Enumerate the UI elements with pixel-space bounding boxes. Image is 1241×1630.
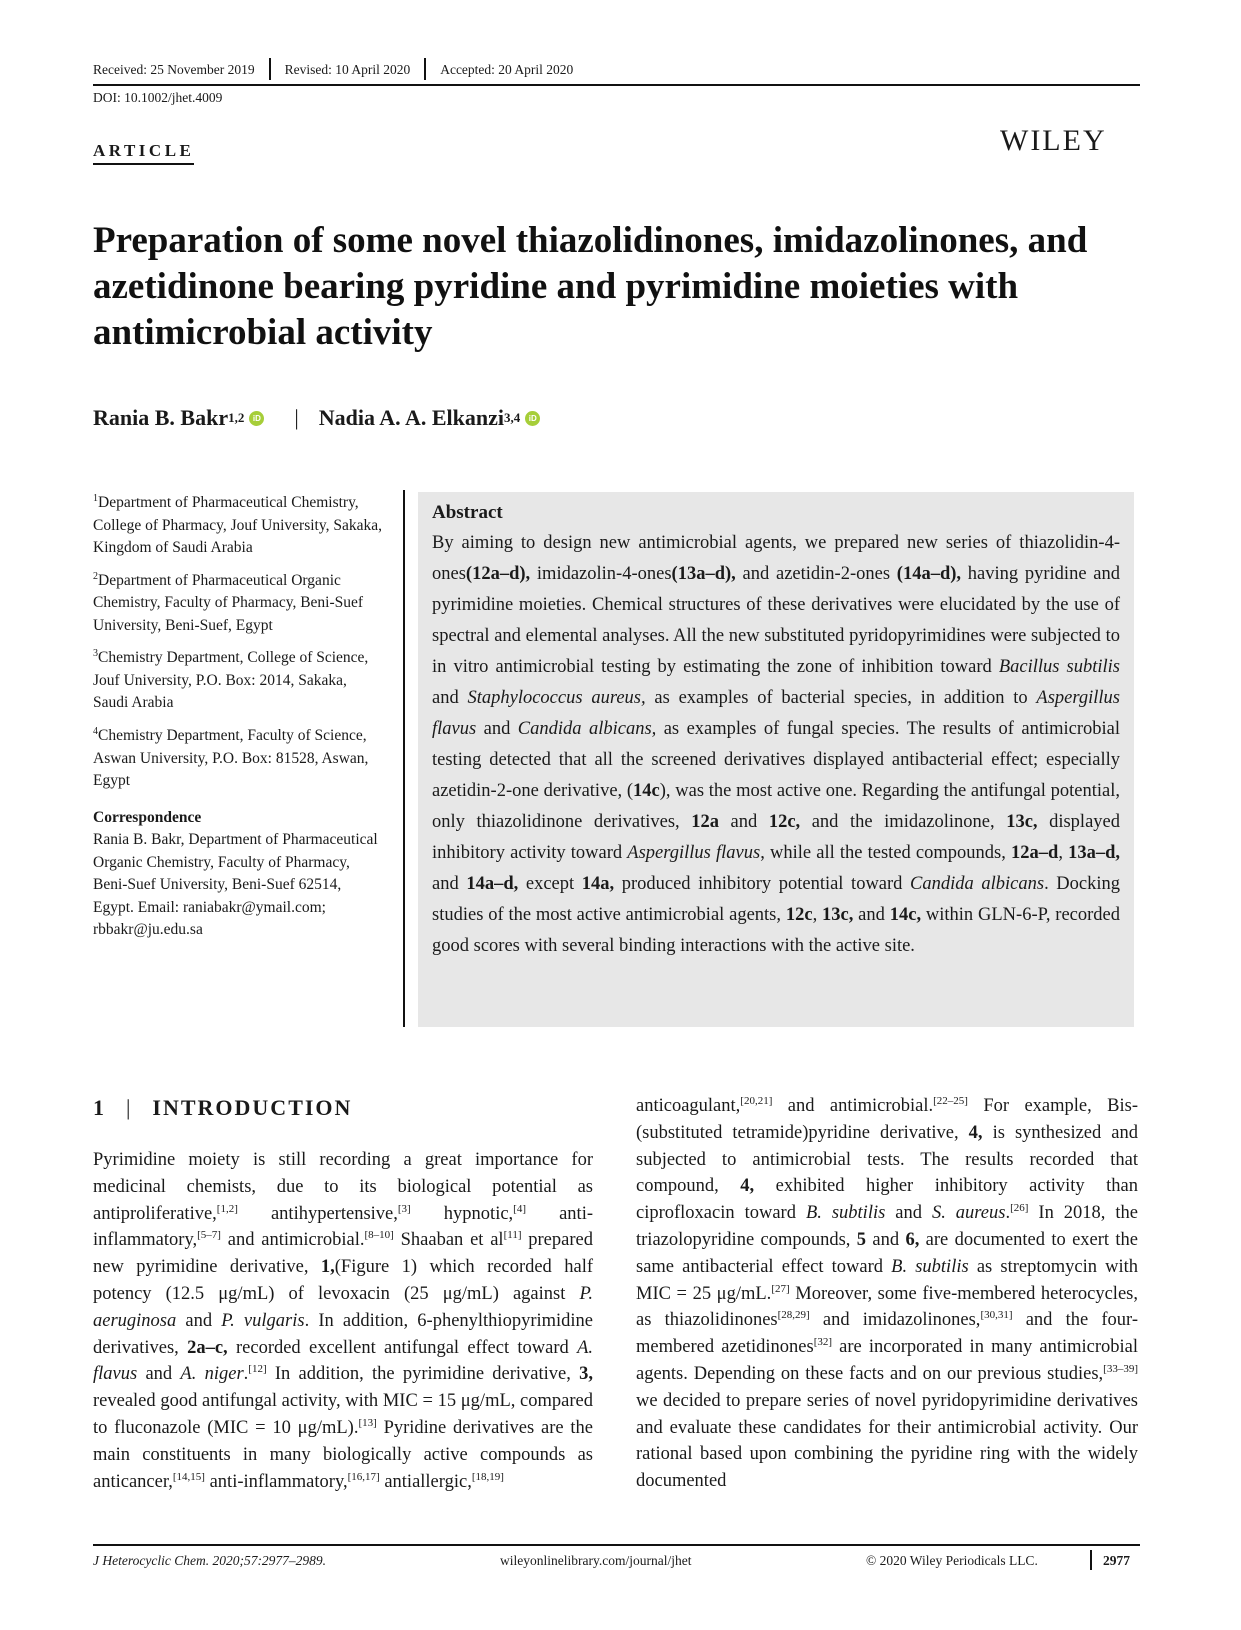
abstract-heading: Abstract [432, 502, 503, 523]
author-affiliation-marker: 3,4 [503, 410, 521, 425]
correspondence-text: Rania B. Bakr, Department of Pharmaceutical Organic Chemistry, Faculty of Pharmacy, Beni-Suef University, Beni-Suef 62514, Egypt. Email: raniabakr@ymail.com; rbbakr@ju.edu.sa [93, 831, 378, 939]
page-number: 2977 [1103, 1553, 1130, 1568]
author-list [93, 405, 540, 431]
affiliation: $^2$Department of Pharmaceutical Organic Chemistry, Faculty of Pharmacy, Beni-Suef University, Beni-Suef, Egypt [93, 570, 364, 634]
journal-url[interactable]: wileyonlinelibrary.com/journal/jhet [500, 1553, 692, 1568]
affiliation: $^1$Department of Pharmaceutical Chemistry, College of Pharmacy, Jouf University, Sakaka, Kingdom of Saudi Arabia [93, 493, 382, 557]
header-divider [424, 58, 426, 80]
abstract-divider [403, 490, 405, 1027]
author-name: Nadia A. A. Elkanzi [318, 405, 504, 430]
section-title: INTRODUCTION [152, 1095, 353, 1120]
orcid-icon[interactable]: iD [249, 411, 264, 426]
affiliations [93, 488, 383, 948]
section-heading [93, 1095, 352, 1121]
orcid-icon[interactable]: iD [525, 411, 540, 426]
received-date: Received: 25 November 2019 [93, 62, 255, 77]
correspondence-heading: Correspondence [93, 808, 202, 826]
footer-rule [93, 1544, 1140, 1546]
affiliation: $^3$Chemistry Department, College of Science, Jouf University, P.O. Box: 2014, Sakaka, Saudi Arabia [93, 648, 369, 712]
article-type-label: ARTICLE [93, 141, 194, 165]
copyright: © 2020 Wiley Periodicals LLC. [866, 1553, 1038, 1568]
footer-divider [1090, 1550, 1092, 1570]
publisher-logo: WILEY [1000, 124, 1107, 157]
accepted-date: Accepted: 20 April 2020 [440, 62, 574, 77]
author-separator: | [294, 405, 299, 430]
journal-citation: J Heterocyclic Chem. 2020;57:2977–2989. [93, 1553, 327, 1568]
author-affiliation-marker: 1,2 [228, 410, 245, 425]
header-divider [269, 58, 271, 80]
doi[interactable]: DOI: 10.1002/jhet.4009 [93, 90, 223, 105]
author-name: Rania B. Bakr [93, 405, 229, 430]
section-number: 1 [93, 1095, 106, 1120]
abstract-text: By aiming to design new antimicrobial agents, we prepared new series of thiazolidin-4-ones(12a–d), imidazolin-4-ones(13a–d), and azetidin-2-ones (14a–d), having pyridine and pyrimidine moieties. Chemical structures of these derivatives were elucidated by the use of spectral and elemental analyses. All the new substituted pyridopyrimidines were subjected to in vitro antimicrobial testing by estimating the zone of inhibition toward Bacillus subtilis and Staphylococcus aureus, as examples of bacterial species, in addition to Aspergillus flavus and Candida albicans, as examples of fungal species. The results of antimicrobial testing detected that all the screened derivatives displayed antibacterial effect; especially azetidin-2-one derivative, (14c), was the most active one. Regarding the antifungal potential, only thiazolidinone derivatives, 12a and 12c, and the imidazolinone, 13c, displayed inhibitory activity toward Aspergillus flavus, while all the tested compounds, 12a–d, 13a–d, and 14a–d, except 14a, produced inhibitory potential toward Candida albicans. Docking studies of the most active antimicrobial agents, 12c, 13c, and 14c, within GLN-6-P, recorded good scores with several binding interactions with the active site. [432, 533, 1121, 956]
affiliation: $^4$Chemistry Department, Faculty of Science, Aswan University, P.O. Box: 81528, Aswan, Egypt [93, 725, 369, 790]
paper-title: Preparation of some novel thiazolidinones, imidazolinones, and azetidinone bearing pyridine and pyrimidine moieties with antimicrobial activity [93, 220, 1088, 353]
abstract-box [418, 492, 1134, 1027]
section-separator: | [126, 1095, 133, 1120]
article-history [93, 58, 1140, 86]
intro-column-left: Pyrimidine moiety is still recording a great importance for medicinal chemists, due to its biological potential as antiproliferative,[1,2] antihypertensive,[3] hypnotic,[4] anti-inflammatory,[5–7] and antimicrobial.[8–10] Shaaban et al[11] prepared new pyrimidine derivative, 1,(Figure 1) which recorded half potency (12.5 μg/mL) of levoxacin (25 μg/mL) against P. aeruginosa and P. vulgaris. In addition, 6-phenylthiopyrimidine derivatives, 2a–c, recorded excellent antifungal effect toward A. flavus and A. niger.[12] In addition, the pyrimidine derivative, 3, revealed good antifungal activity, with MIC = 15 μg/mL, compared to fluconazole (MIC = 10 μg/mL).[13] Pyridine derivatives are the main constituents in many biologically active compounds as anticancer,[14,15] anti-inflammatory,[16,17] antiallergic,[18,19] [93, 1150, 594, 1492]
intro-column-right: anticoagulant,[20,21] and antimicrobial.[22–25] For example, Bis-(substituted tetramide)pyridine derivative, 4, is synthesized and subjected to antimicrobial tests. The results recorded that compound, 4, exhibited higher inhibitory activity than ciprofloxacin toward B. subtilis and S. aureus.[26] In 2018, the triazolopyridine compounds, 5 and 6, are documented to exert the same antibacterial effect toward B. subtilis as streptomycin with MIC = 25 μg/mL.[27] Moreover, some five-membered heterocycles, as thiazolidinones[28,29] and imidazolinones,[30,31] and the four-membered azetidinones[32] are incorporated in many antimicrobial agents. Depending on these facts and on our previous studies,[33–39] we decided to prepare series of novel pyridopyrimidine derivatives and evaluate these candidates for their antimicrobial activity. Our rational based upon combining the pyridine ring with the widely documented [636, 1094, 1138, 1492]
revised-date: Revised: 10 April 2020 [284, 62, 411, 77]
correspondence-email[interactable]: Email: raniabakr@ymail.com; rbbakr@ju.edu.sa [93, 898, 326, 939]
